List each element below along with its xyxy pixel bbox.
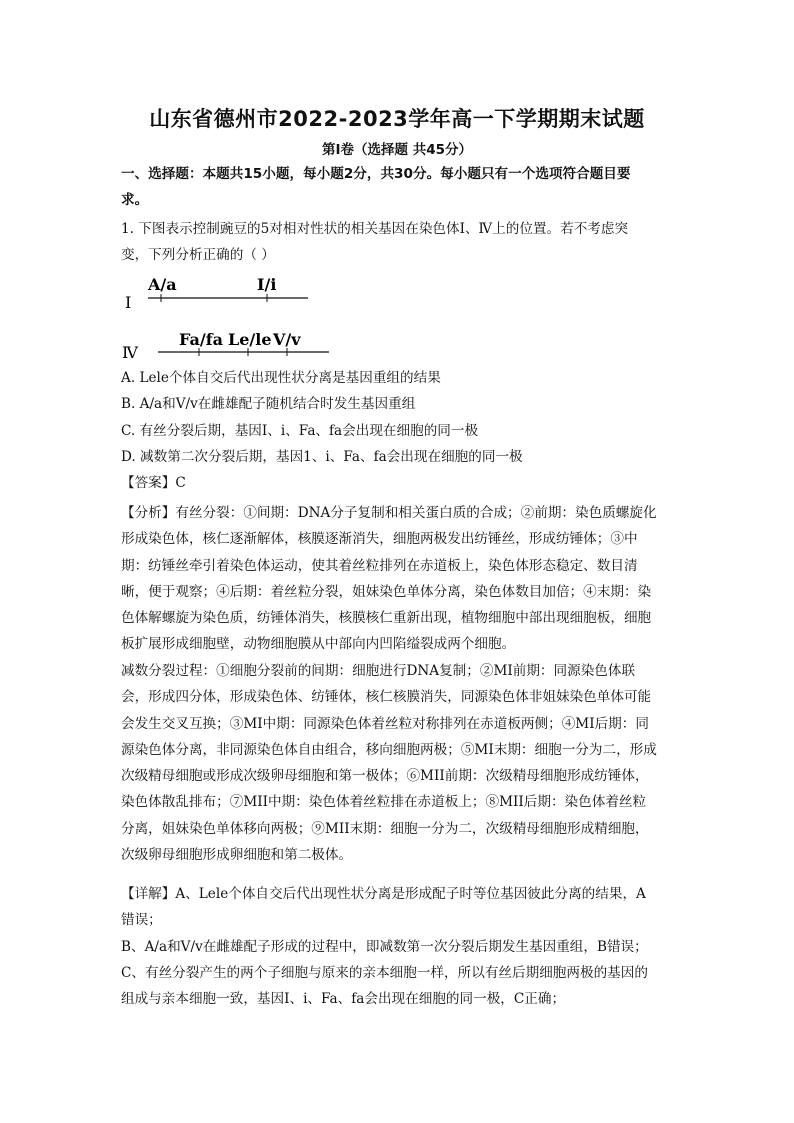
gene-label-Aa: A/a — [148, 275, 177, 294]
gene-label-Lele: Le/le — [228, 330, 272, 349]
analysis-paragraph-2 — [121, 658, 686, 868]
answer-tag: 【答案】 — [121, 475, 176, 492]
question-stem-line: 变，下列分析正确的（ ） — [121, 247, 275, 264]
section-heading-line: 求。 — [121, 192, 149, 209]
detail-line: B、A/a和V/v在雌雄配子形成的过程中，即减数第一次分裂后期发生基因重组，B错误； — [121, 938, 648, 955]
analysis-line: 次级卵母细胞形成卵细胞和第二极体。 — [121, 847, 353, 864]
option-D: D. 减数第二次分裂后期，基因1、i、Fa、fa会出现在细胞的同一极 — [121, 448, 523, 465]
section-heading-line: 一、选择题：本题共15小题，每小题2分，共30分。每小题只有一个选项符合题目要 — [121, 166, 631, 182]
analysis-line: 板扩展形成细胞壁，动物细胞膜从中部向内凹陷缢裂成两个细胞。 — [121, 636, 516, 653]
analysis-line: 【分析】有丝分裂：①间期：DNA分子复制和相关蛋白质的合成；②前期：染色质螺旋化 — [121, 505, 657, 521]
analysis-line: 色体解螺旋为染色质，纺锤体消失，核膜核仁重新出现，植物细胞中部出现细胞板，细胞 — [121, 610, 652, 627]
question-stem-line: 1. 下图表示控制豌豆的5对相对性状的相关基因在染色体Ⅰ、Ⅳ上的位置。若不考虑突 — [121, 221, 629, 237]
answer-value: C — [175, 475, 186, 492]
analysis-line: 染色体散乱排布；⑦MII中期：染色体着丝粒排在赤道板上；⑧MII后期：染色体着丝粒 — [121, 794, 647, 811]
analysis-line: 减数分裂过程：①细胞分裂前的间期：细胞进行DNA复制；②MI前期：同源染色体联 — [121, 663, 636, 679]
detail-explanation — [121, 881, 686, 1012]
detail-line: 错误； — [121, 912, 162, 929]
chromosome-I-label: Ⅰ — [125, 293, 132, 312]
chromosome-diagram — [115, 270, 355, 365]
answer-line — [121, 470, 686, 496]
analysis-line: 次级精母细胞或形成次级卵母细胞和第一极体；⑥MII前期：次级精母细胞形成纺锤体， — [121, 768, 649, 785]
exam-title: 山东省德州市2022-2023学年高一下学期期末试题 — [149, 107, 645, 131]
analysis-line: 形成染色体，核仁逐渐解体，核膜逐渐消失，细胞两极发出纺锤丝，形成纺锤体；③中 — [121, 531, 638, 548]
question-stem — [121, 216, 686, 269]
gene-label-Vv: V/v — [273, 330, 301, 349]
gene-label-Ii: I/i — [257, 275, 277, 294]
detail-line: 组成与亲本细胞一致，基因I、i、Fa、fa会出现在细胞的同一极，C正确； — [121, 991, 566, 1008]
option-A: A. Lele个体自交后代出现性状分离是基因重组的结果 — [121, 370, 441, 386]
analysis-line: 会，形成四分体，形成染色体、纺锤体，核仁核膜消失，同源染色体非姐妹染色单体可能 — [121, 689, 652, 706]
detail-line: 【详解】A、Lele个体自交后代出现性状分离是形成配子时等位基因彼此分离的结果，A — [121, 886, 646, 902]
answer-options — [121, 365, 686, 496]
analysis-line: 期：纺锤丝牵引着染色体运动，使其着丝粒排列在赤道板上，染色体形态稳定、数目清 — [121, 557, 638, 574]
analysis-line: 分离，姐妹染色单体移向两极；⑨MII末期：细胞一分为二，次级精母细胞形成精细胞， — [121, 820, 649, 837]
analysis-line: 源染色体分离，非同源染色体自由组合，移向细胞两极；⑤MI末期：细胞一分为二，形成 — [121, 741, 657, 758]
analysis-line: 会发生交叉互换；③MI中期：同源染色体着丝粒对称排列在赤道板两侧；④MI后期：同 — [121, 715, 649, 732]
detail-line: C、有丝分裂产生的两个子细胞与原来的亲本细胞一样，所以有丝后期细胞两极的基因的 — [121, 964, 648, 981]
option-C: C. 有丝分裂后期，基因I、i、Fa、fa会出现在细胞的同一极 — [121, 422, 479, 439]
option-B: B. A/a和V/v在雌雄配子随机结合时发生基因重组 — [121, 396, 416, 413]
exam-subtitle: 第Ⅰ卷（选择题 共45分） — [321, 142, 472, 158]
analysis-line: 晰，便于观察；④后期：着丝粒分裂，姐妹染色单体分离，染色体数目加倍；④末期：染 — [121, 583, 652, 600]
section-heading — [121, 161, 686, 214]
gene-label-Fafa: Fa/fa — [179, 330, 223, 349]
chromosome-IV-label: Ⅳ — [122, 343, 138, 362]
analysis-paragraph-1 — [121, 500, 686, 658]
